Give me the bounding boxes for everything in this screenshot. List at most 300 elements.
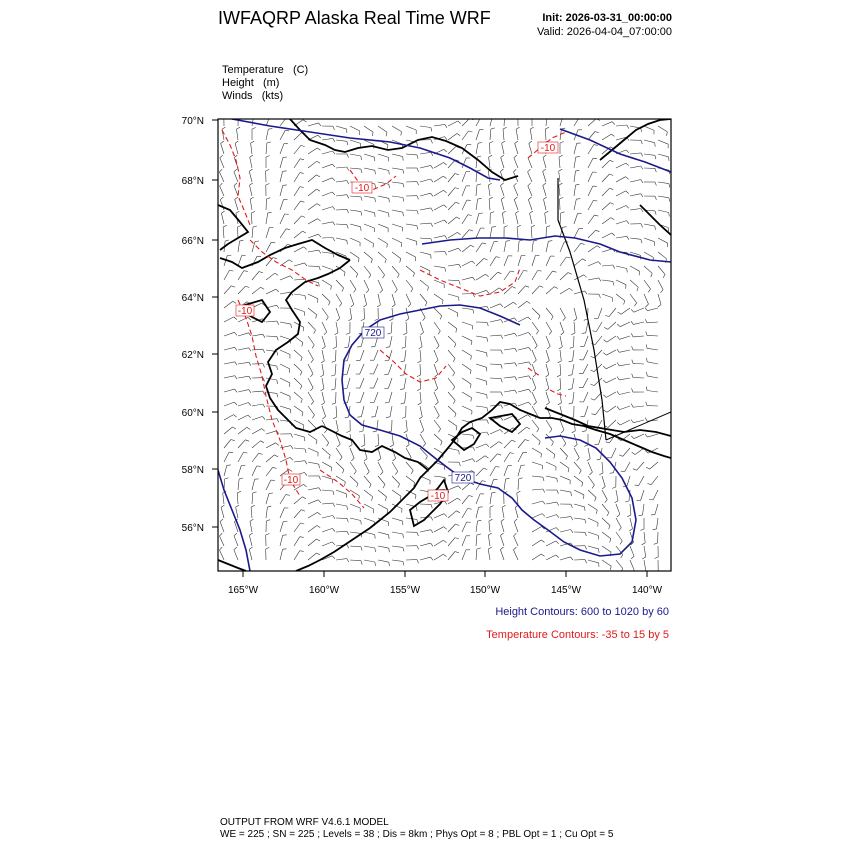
wind-barb-feather — [561, 430, 564, 433]
wind-barb-feather — [612, 233, 615, 236]
wind-barb-feather — [539, 441, 540, 445]
wind-barb — [462, 215, 468, 224]
wind-barb — [607, 336, 616, 342]
wind-barb — [322, 280, 331, 286]
wind-barb — [252, 416, 262, 420]
wind-barb-feather — [263, 334, 265, 338]
wind-barb-feather — [669, 198, 670, 202]
wind-barb — [462, 131, 468, 140]
wind-barb-feather — [500, 430, 503, 433]
wind-barb — [224, 301, 233, 308]
wind-barb-feather — [417, 546, 419, 550]
wind-barb-feather — [527, 427, 530, 429]
wind-barb — [448, 524, 456, 532]
wind-barb — [448, 188, 455, 196]
wind-barb — [574, 291, 585, 294]
wind-barb-feather — [443, 540, 446, 542]
wind-barb — [546, 364, 549, 375]
wind-barb — [490, 442, 499, 448]
wind-barb — [280, 350, 290, 355]
wind-barb-feather — [339, 303, 341, 306]
wind-barb-feather — [357, 417, 361, 418]
wind-barb-feather — [337, 318, 340, 321]
wind-barb-feather — [263, 391, 265, 395]
wind-barb-feather — [387, 509, 388, 513]
wind-barb — [616, 560, 623, 569]
wind-barb-feather — [347, 154, 349, 158]
wind-barb — [238, 415, 248, 420]
wind-barb — [514, 550, 519, 560]
wind-barb — [560, 557, 571, 560]
wind-barb-feather — [403, 157, 404, 161]
lon-tick-label: 150°W — [469, 585, 501, 596]
wind-barb-feather — [502, 141, 505, 143]
wind-barb-feather — [347, 225, 348, 229]
wind-barb-feather — [568, 375, 572, 376]
wind-barb-feather — [431, 517, 433, 521]
wind-barb — [532, 434, 540, 441]
wind-barb — [546, 515, 557, 518]
wind-barb — [476, 213, 479, 224]
wind-barb — [336, 224, 347, 225]
wind-barb — [420, 165, 431, 168]
wind-barb-feather — [488, 547, 492, 549]
lon-tick-label: 160°W — [308, 585, 340, 596]
wind-barb-feather — [569, 288, 572, 291]
wind-barb-feather — [491, 128, 495, 129]
wind-barb-feather — [418, 403, 422, 405]
wind-barb — [364, 266, 371, 275]
wind-barb — [238, 256, 242, 266]
border-line — [558, 178, 606, 440]
wind-barb — [350, 196, 361, 197]
wind-barb-feather — [262, 429, 265, 432]
wind-barb — [448, 308, 458, 313]
wind-barb — [634, 434, 644, 439]
wind-barb-feather — [453, 387, 455, 390]
wind-barb — [280, 214, 285, 224]
wind-barb-feather — [390, 445, 394, 447]
wind-barb-feather — [541, 554, 544, 556]
wind-barb-feather — [502, 211, 506, 213]
wind-barb — [560, 273, 568, 281]
wind-barb-feather — [234, 183, 237, 186]
wind-barb-feather — [314, 330, 316, 334]
wind-barb-feather — [304, 484, 307, 487]
wind-barb-feather — [457, 134, 460, 136]
wind-barb-feather — [515, 403, 517, 406]
wind-barb — [308, 161, 317, 168]
wind-barb-feather — [502, 505, 506, 507]
wind-barb-feather — [317, 161, 320, 163]
wind-barb-feather — [500, 169, 503, 172]
wind-barb-feather — [361, 445, 365, 447]
wind-barb — [504, 479, 506, 490]
wind-barb — [220, 158, 224, 168]
wind-barb-feather — [633, 469, 637, 470]
wind-barb-feather — [390, 319, 394, 321]
wind-barb — [360, 378, 364, 388]
wind-barb-feather — [534, 402, 537, 405]
wind-barb — [378, 434, 379, 445]
wind-barb-feather — [253, 226, 257, 227]
wind-barb — [658, 126, 667, 132]
wind-barb — [252, 441, 260, 448]
wind-barb-feather — [283, 549, 287, 550]
wind-barb — [420, 126, 431, 128]
wind-barb — [476, 535, 477, 546]
wind-barb — [308, 539, 317, 546]
wind-barb-feather — [510, 271, 514, 272]
wind-barb — [336, 322, 338, 333]
wind-barb — [406, 266, 415, 273]
wind-barb-feather — [401, 403, 405, 404]
wind-barb — [588, 476, 594, 485]
wind-barb-feather — [506, 241, 510, 242]
wind-barb — [504, 333, 515, 336]
wind-barb-feather — [609, 526, 610, 530]
wind-barb-feather — [582, 483, 583, 487]
wind-barb — [364, 154, 375, 157]
wind-barb — [238, 427, 247, 434]
wind-barb — [560, 448, 568, 456]
wind-barb-feather — [327, 443, 329, 447]
wind-barb — [647, 362, 658, 364]
wind-barb — [350, 476, 358, 484]
wind-barb — [448, 174, 455, 183]
wind-barb-feather — [305, 296, 306, 300]
wind-barb-feather — [559, 183, 563, 185]
wind-barb — [476, 243, 482, 252]
coastline — [218, 119, 671, 571]
wind-barb-feather — [291, 434, 293, 438]
wind-barb — [573, 350, 575, 361]
wind-barb — [546, 555, 556, 560]
wind-barb-feather — [591, 356, 595, 358]
wind-barb — [532, 241, 533, 252]
wind-barb-feather — [653, 529, 657, 530]
wind-barb — [644, 294, 649, 304]
wind-barb-feather — [556, 555, 559, 558]
wind-barb — [322, 378, 324, 389]
wind-barb-feather — [559, 169, 563, 171]
wind-barb-feather — [655, 226, 656, 230]
wind-barb-feather — [641, 180, 643, 183]
wind-barb — [238, 227, 239, 238]
wind-barb-feather — [257, 256, 261, 257]
wind-barb-feather — [397, 274, 399, 278]
wind-barb-feather — [431, 543, 433, 546]
wind-barb — [502, 507, 504, 518]
wind-barb-feather — [235, 362, 237, 365]
wind-barb — [528, 158, 532, 168]
wind-barb-feather — [346, 333, 350, 334]
wind-barb — [434, 378, 438, 388]
wind-barb-feather — [331, 389, 335, 390]
wind-barb-feather — [234, 415, 237, 418]
wind-barb-feather — [604, 410, 607, 412]
wind-barb-feather — [597, 459, 601, 460]
wind-barb-feather — [420, 332, 423, 335]
wind-barb — [644, 560, 646, 571]
wind-barb-feather — [571, 530, 573, 533]
wind-barb — [336, 531, 347, 532]
wind-barb-feather — [333, 151, 335, 154]
wind-barb-feather — [289, 469, 292, 471]
wind-barb — [476, 468, 484, 476]
wind-barb-feather — [571, 492, 572, 496]
wind-barb — [588, 172, 593, 182]
wind-barb-feather — [455, 174, 459, 175]
wind-barb-feather — [417, 226, 418, 230]
wind-barb-feather — [234, 402, 237, 405]
wind-barb-feather — [250, 519, 253, 521]
wind-barb-feather — [528, 317, 531, 320]
wind-barb-feather — [501, 335, 503, 339]
wind-barb — [280, 292, 291, 294]
wind-barb — [348, 392, 351, 403]
wind-barb — [280, 378, 290, 383]
wind-barb-feather — [655, 182, 656, 186]
wind-barb — [322, 476, 333, 479]
wind-barb-feather — [347, 531, 349, 535]
wind-barb — [644, 252, 654, 258]
wind-barb — [448, 134, 457, 141]
wind-barb-feather — [531, 225, 535, 227]
wind-barb-feather — [501, 320, 503, 323]
wind-barb-feather — [610, 174, 614, 176]
wind-barb — [599, 434, 603, 444]
wind-barb — [546, 115, 547, 126]
wind-barb — [602, 532, 611, 539]
wind-barb — [434, 190, 443, 196]
wind-barb — [630, 238, 641, 239]
wind-barb — [294, 201, 301, 210]
wind-barb — [616, 206, 626, 211]
wind-barb — [516, 213, 519, 224]
wind-barb-feather — [646, 467, 650, 469]
wind-barb — [308, 364, 313, 374]
wind-barb — [322, 238, 333, 239]
wind-barb-feather — [626, 206, 629, 209]
wind-barb — [406, 238, 417, 241]
wind-barb — [602, 122, 612, 126]
wind-barb-feather — [571, 333, 575, 335]
wind-barb — [518, 241, 519, 252]
wind-barb — [266, 289, 276, 294]
wind-barb — [602, 233, 612, 238]
wind-barb — [434, 322, 440, 331]
wind-barb — [501, 158, 504, 169]
wind-barb-feather — [402, 417, 406, 418]
wind-barb-feather — [317, 148, 320, 150]
wind-barb-feather — [501, 405, 503, 409]
wind-barb — [434, 364, 438, 374]
wind-barb — [448, 202, 456, 210]
wind-barb — [336, 195, 347, 196]
wind-barb — [350, 490, 359, 496]
wind-barb-feather — [403, 212, 404, 216]
wind-barb-feather — [487, 306, 489, 310]
wind-barb — [434, 527, 444, 532]
wind-barb-feather — [523, 452, 527, 453]
wind-barb-feather — [235, 141, 238, 143]
wind-barb — [476, 185, 477, 196]
wind-barb — [364, 490, 373, 497]
wind-barb — [266, 199, 267, 210]
wind-barb — [336, 167, 347, 168]
wind-barb — [322, 266, 332, 270]
wind-barb — [378, 182, 389, 184]
wind-barb — [448, 248, 458, 252]
wind-barb-feather — [617, 324, 620, 327]
wind-barb-feather — [591, 399, 595, 401]
wind-barb-feather — [335, 333, 338, 335]
wind-barb-feather — [490, 506, 494, 507]
wind-barb-feather — [484, 468, 488, 470]
wind-barb-feather — [543, 477, 544, 481]
wind-barb — [280, 185, 283, 196]
wind-barb — [462, 522, 467, 532]
wind-barb — [350, 560, 361, 561]
wind-barb-feather — [220, 533, 223, 536]
wind-barb — [392, 126, 402, 132]
wind-barb — [322, 542, 332, 546]
wind-barb — [420, 238, 431, 239]
wind-barb-feather — [590, 472, 593, 475]
wind-barb — [476, 116, 481, 126]
wind-barb — [616, 504, 620, 514]
wind-barb-feather — [246, 286, 250, 288]
wind-barb-feather — [378, 459, 381, 461]
wind-barb — [560, 392, 561, 403]
wind-barb — [434, 476, 445, 477]
wind-barb-feather — [319, 283, 320, 287]
wind-barb-feather — [453, 373, 455, 376]
wind-barb — [388, 364, 392, 374]
wind-barb — [616, 532, 622, 541]
wind-barb-feather — [333, 347, 337, 349]
wind-barb-feather — [593, 331, 597, 332]
wind-barb — [374, 392, 378, 402]
wind-barb — [280, 276, 290, 280]
wind-barb — [389, 392, 392, 403]
wind-barb-feather — [400, 375, 404, 376]
wind-barb — [606, 392, 616, 397]
wind-barb — [420, 530, 431, 532]
wind-barb-feather — [489, 197, 493, 199]
wind-barb-feather — [345, 417, 349, 418]
wind-barb-feather — [570, 347, 574, 348]
wind-barb-feather — [487, 420, 489, 424]
wind-barb — [532, 336, 537, 346]
wind-barb-feather — [332, 178, 335, 181]
wind-barb — [462, 509, 468, 519]
wind-barb — [434, 205, 444, 210]
wind-barb-feather — [471, 245, 474, 247]
wind-barb — [518, 256, 521, 267]
wind-barb — [644, 546, 646, 557]
wind-barb — [374, 378, 378, 388]
wind-barb-feather — [627, 125, 629, 129]
wind-barb — [503, 129, 504, 140]
wind-barb-feather — [470, 370, 471, 374]
wind-barb-feather — [329, 302, 331, 306]
wind-barb-feather — [582, 431, 586, 432]
wind-barb-feather — [356, 274, 358, 278]
wind-barb — [546, 336, 550, 346]
wind-barb-feather — [645, 319, 647, 323]
wind-barb-feather — [487, 338, 488, 342]
wind-barb-feather — [514, 197, 517, 200]
wind-barb-feather — [617, 349, 619, 352]
wind-barb-feather — [545, 211, 549, 213]
wind-barb — [616, 163, 626, 168]
wind-barb-feather — [515, 363, 517, 367]
wind-barb — [573, 392, 574, 403]
wind-barb-feather — [516, 211, 519, 213]
wind-barb — [280, 130, 285, 140]
wind-barb — [294, 145, 301, 154]
wind-barb-feather — [375, 170, 376, 174]
wind-barb-feather — [431, 165, 433, 168]
wind-barb-feather — [266, 520, 270, 521]
wind-barb — [633, 336, 644, 337]
wind-barb-feather — [375, 319, 379, 321]
wind-barb — [559, 171, 560, 182]
wind-barb-feather — [375, 213, 376, 217]
wind-barb — [434, 392, 438, 402]
wind-barb-feather — [627, 236, 629, 239]
wind-barb — [235, 200, 238, 211]
field-height-name: Height — [222, 77, 254, 89]
wind-barb — [584, 336, 588, 346]
wind-barb-feather — [300, 372, 302, 376]
wind-barb — [658, 238, 668, 243]
wind-barb — [488, 535, 490, 546]
wind-barb-feather — [223, 225, 227, 227]
wind-barb — [280, 171, 283, 182]
wind-barb — [588, 532, 598, 536]
wind-barb-feather — [604, 340, 607, 342]
wind-barb-feather — [220, 155, 223, 158]
wind-barb-feather — [477, 548, 481, 549]
wind-barb — [360, 392, 364, 402]
wind-barb-feather — [655, 168, 656, 172]
wind-barb-feather — [238, 225, 242, 227]
wind-barb — [515, 144, 518, 155]
wind-barb-feather — [654, 543, 658, 544]
wind-barb-feather — [543, 183, 546, 186]
wind-barb — [462, 336, 472, 341]
wind-barb — [364, 476, 371, 484]
wind-barb — [630, 180, 641, 182]
wind-barb — [234, 536, 238, 546]
wind-barb — [476, 507, 479, 518]
wind-barb — [308, 175, 316, 182]
wind-barb-feather — [375, 198, 376, 202]
wind-barb — [528, 200, 532, 210]
wind-barb — [378, 266, 385, 275]
wind-barb — [378, 238, 387, 244]
wind-barb — [476, 456, 485, 462]
wind-barb-feather — [457, 498, 460, 500]
wind-barb-feather — [500, 304, 503, 307]
wind-barb — [266, 129, 268, 140]
wind-barb-feather — [285, 130, 289, 131]
wind-barb-feather — [610, 160, 614, 162]
wind-barb-feather — [386, 347, 390, 348]
